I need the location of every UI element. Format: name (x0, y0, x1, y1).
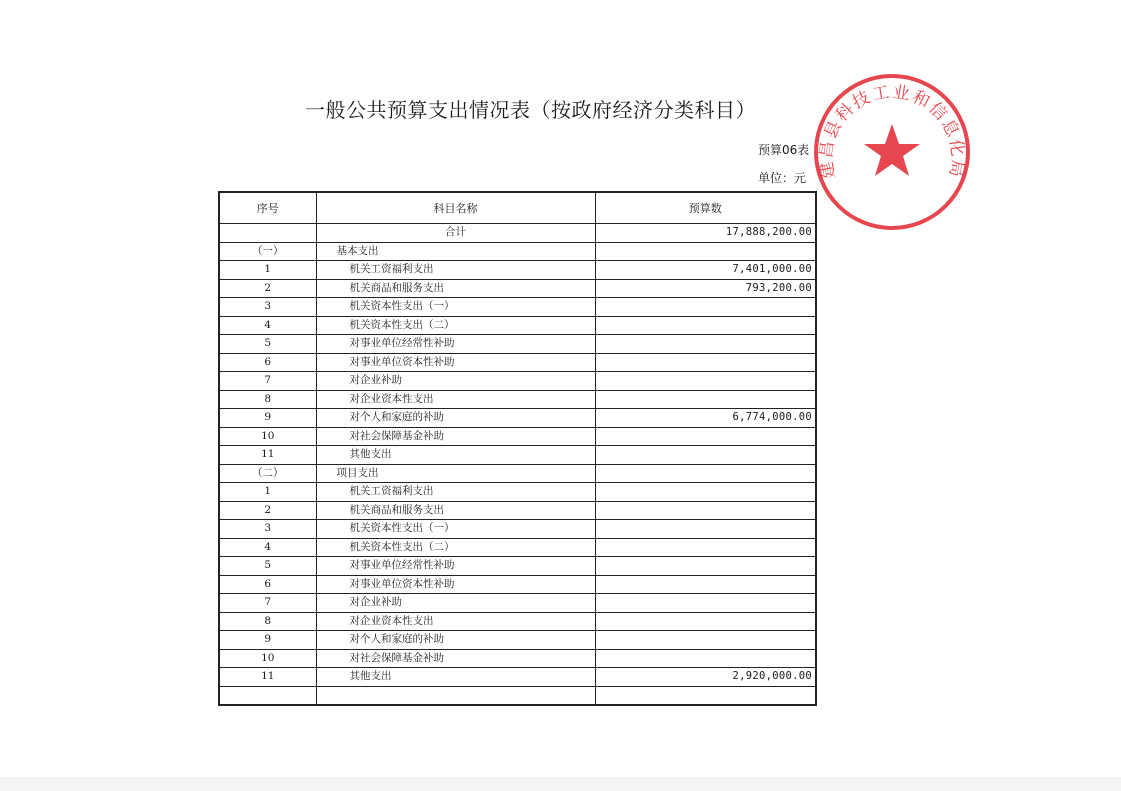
row-seq: 3 (219, 298, 316, 317)
row-seq: 8 (219, 390, 316, 409)
row-seq: 10 (219, 427, 316, 446)
table-row (219, 668, 816, 687)
row-amount (595, 557, 816, 576)
table-row (219, 686, 816, 705)
row-seq (219, 224, 316, 243)
row-subject: 对事业单位资本性补助 (316, 353, 595, 372)
row-seq: 3 (219, 520, 316, 539)
seal-text: 建昌县科技工业和信息化局 (816, 82, 968, 181)
row-subject: 对社会保障基金补助 (316, 649, 595, 668)
row-subject: 对事业单位经常性补助 (316, 335, 595, 354)
table-row (219, 501, 816, 520)
table-row (219, 316, 816, 335)
row-amount: 17,888,200.00 (595, 224, 816, 243)
table-header-row (219, 192, 816, 224)
table-row (219, 261, 816, 280)
row-subject: 机关资本性支出（二） (316, 316, 595, 335)
row-subject: 对企业资本性支出 (316, 390, 595, 409)
row-amount (595, 631, 816, 650)
row-amount (595, 335, 816, 354)
document-title: 一般公共预算支出情况表（按政府经济分类科目） (305, 98, 756, 122)
row-amount (595, 427, 816, 446)
table-row (219, 353, 816, 372)
row-amount (595, 483, 816, 502)
row-amount: 793,200.00 (595, 279, 816, 298)
row-amount (595, 686, 816, 705)
row-amount (595, 520, 816, 539)
row-subject: 机关商品和服务支出 (316, 501, 595, 520)
row-amount: 7,401,000.00 (595, 261, 816, 280)
table-row (219, 464, 816, 483)
table-row (219, 594, 816, 613)
row-seq: 9 (219, 409, 316, 428)
row-seq: 9 (219, 631, 316, 650)
row-subject: 对企业补助 (316, 372, 595, 391)
row-amount (595, 353, 816, 372)
table-row (219, 242, 816, 261)
table-row (219, 372, 816, 391)
table-row (219, 520, 816, 539)
page-bottom-shadow (0, 777, 1121, 791)
table-row (219, 483, 816, 502)
budget-table (218, 191, 817, 706)
table-row (219, 390, 816, 409)
row-subject: 机关资本性支出（二） (316, 538, 595, 557)
table-row (219, 298, 816, 317)
row-seq: 4 (219, 538, 316, 557)
row-seq: （一） (219, 242, 316, 261)
table-body (219, 224, 816, 706)
row-subject: 基本支出 (316, 242, 595, 261)
row-subject: 其他支出 (316, 446, 595, 465)
table-row (219, 279, 816, 298)
row-seq: 10 (219, 649, 316, 668)
row-amount: 2,920,000.00 (595, 668, 816, 687)
row-seq: 5 (219, 335, 316, 354)
row-seq: 2 (219, 279, 316, 298)
row-amount (595, 501, 816, 520)
row-amount (595, 242, 816, 261)
table-code: 预算06表 (758, 143, 810, 157)
table-row (219, 409, 816, 428)
row-seq: 11 (219, 668, 316, 687)
row-seq: 2 (219, 501, 316, 520)
row-subject: 合计 (316, 224, 595, 243)
row-seq: 4 (219, 316, 316, 335)
header-budget: 预算数 (595, 192, 816, 224)
row-seq (219, 686, 316, 705)
row-amount (595, 575, 816, 594)
row-amount: 6,774,000.00 (595, 409, 816, 428)
row-subject: 对事业单位资本性补助 (316, 575, 595, 594)
table-row (219, 575, 816, 594)
row-seq: （二） (219, 464, 316, 483)
official-seal (812, 72, 972, 232)
row-subject: 对个人和家庭的补助 (316, 409, 595, 428)
row-subject: 机关商品和服务支出 (316, 279, 595, 298)
row-amount (595, 464, 816, 483)
row-subject: 机关资本性支出（一） (316, 520, 595, 539)
table-row (219, 612, 816, 631)
row-seq: 1 (219, 483, 316, 502)
row-amount (595, 594, 816, 613)
table-row (219, 335, 816, 354)
header-subject: 科目名称 (316, 192, 595, 224)
table-row (219, 446, 816, 465)
row-amount (595, 649, 816, 668)
row-seq: 1 (219, 261, 316, 280)
row-seq: 5 (219, 557, 316, 576)
row-subject: 对社会保障基金补助 (316, 427, 595, 446)
row-seq: 7 (219, 594, 316, 613)
row-subject: 机关工资福利支出 (316, 483, 595, 502)
table-row (219, 538, 816, 557)
row-amount (595, 298, 816, 317)
row-amount (595, 372, 816, 391)
row-seq: 6 (219, 575, 316, 594)
row-subject (316, 686, 595, 705)
row-seq: 7 (219, 372, 316, 391)
table-row (219, 557, 816, 576)
row-amount (595, 446, 816, 465)
row-amount (595, 316, 816, 335)
row-subject: 对个人和家庭的补助 (316, 631, 595, 650)
row-seq: 6 (219, 353, 316, 372)
star-icon (864, 124, 920, 176)
row-subject: 对企业补助 (316, 594, 595, 613)
row-subject: 机关资本性支出（一） (316, 298, 595, 317)
row-subject: 项目支出 (316, 464, 595, 483)
table-row (219, 224, 816, 243)
row-amount (595, 612, 816, 631)
row-subject: 对事业单位经常性补助 (316, 557, 595, 576)
header-seq: 序号 (219, 192, 316, 224)
row-subject: 对企业资本性支出 (316, 612, 595, 631)
unit-label: 单位：元 (758, 171, 807, 185)
table-row (219, 649, 816, 668)
row-seq: 11 (219, 446, 316, 465)
row-amount (595, 538, 816, 557)
row-seq: 8 (219, 612, 316, 631)
row-amount (595, 390, 816, 409)
row-subject: 机关工资福利支出 (316, 261, 595, 280)
table-row (219, 427, 816, 446)
table-row (219, 631, 816, 650)
row-subject: 其他支出 (316, 668, 595, 687)
